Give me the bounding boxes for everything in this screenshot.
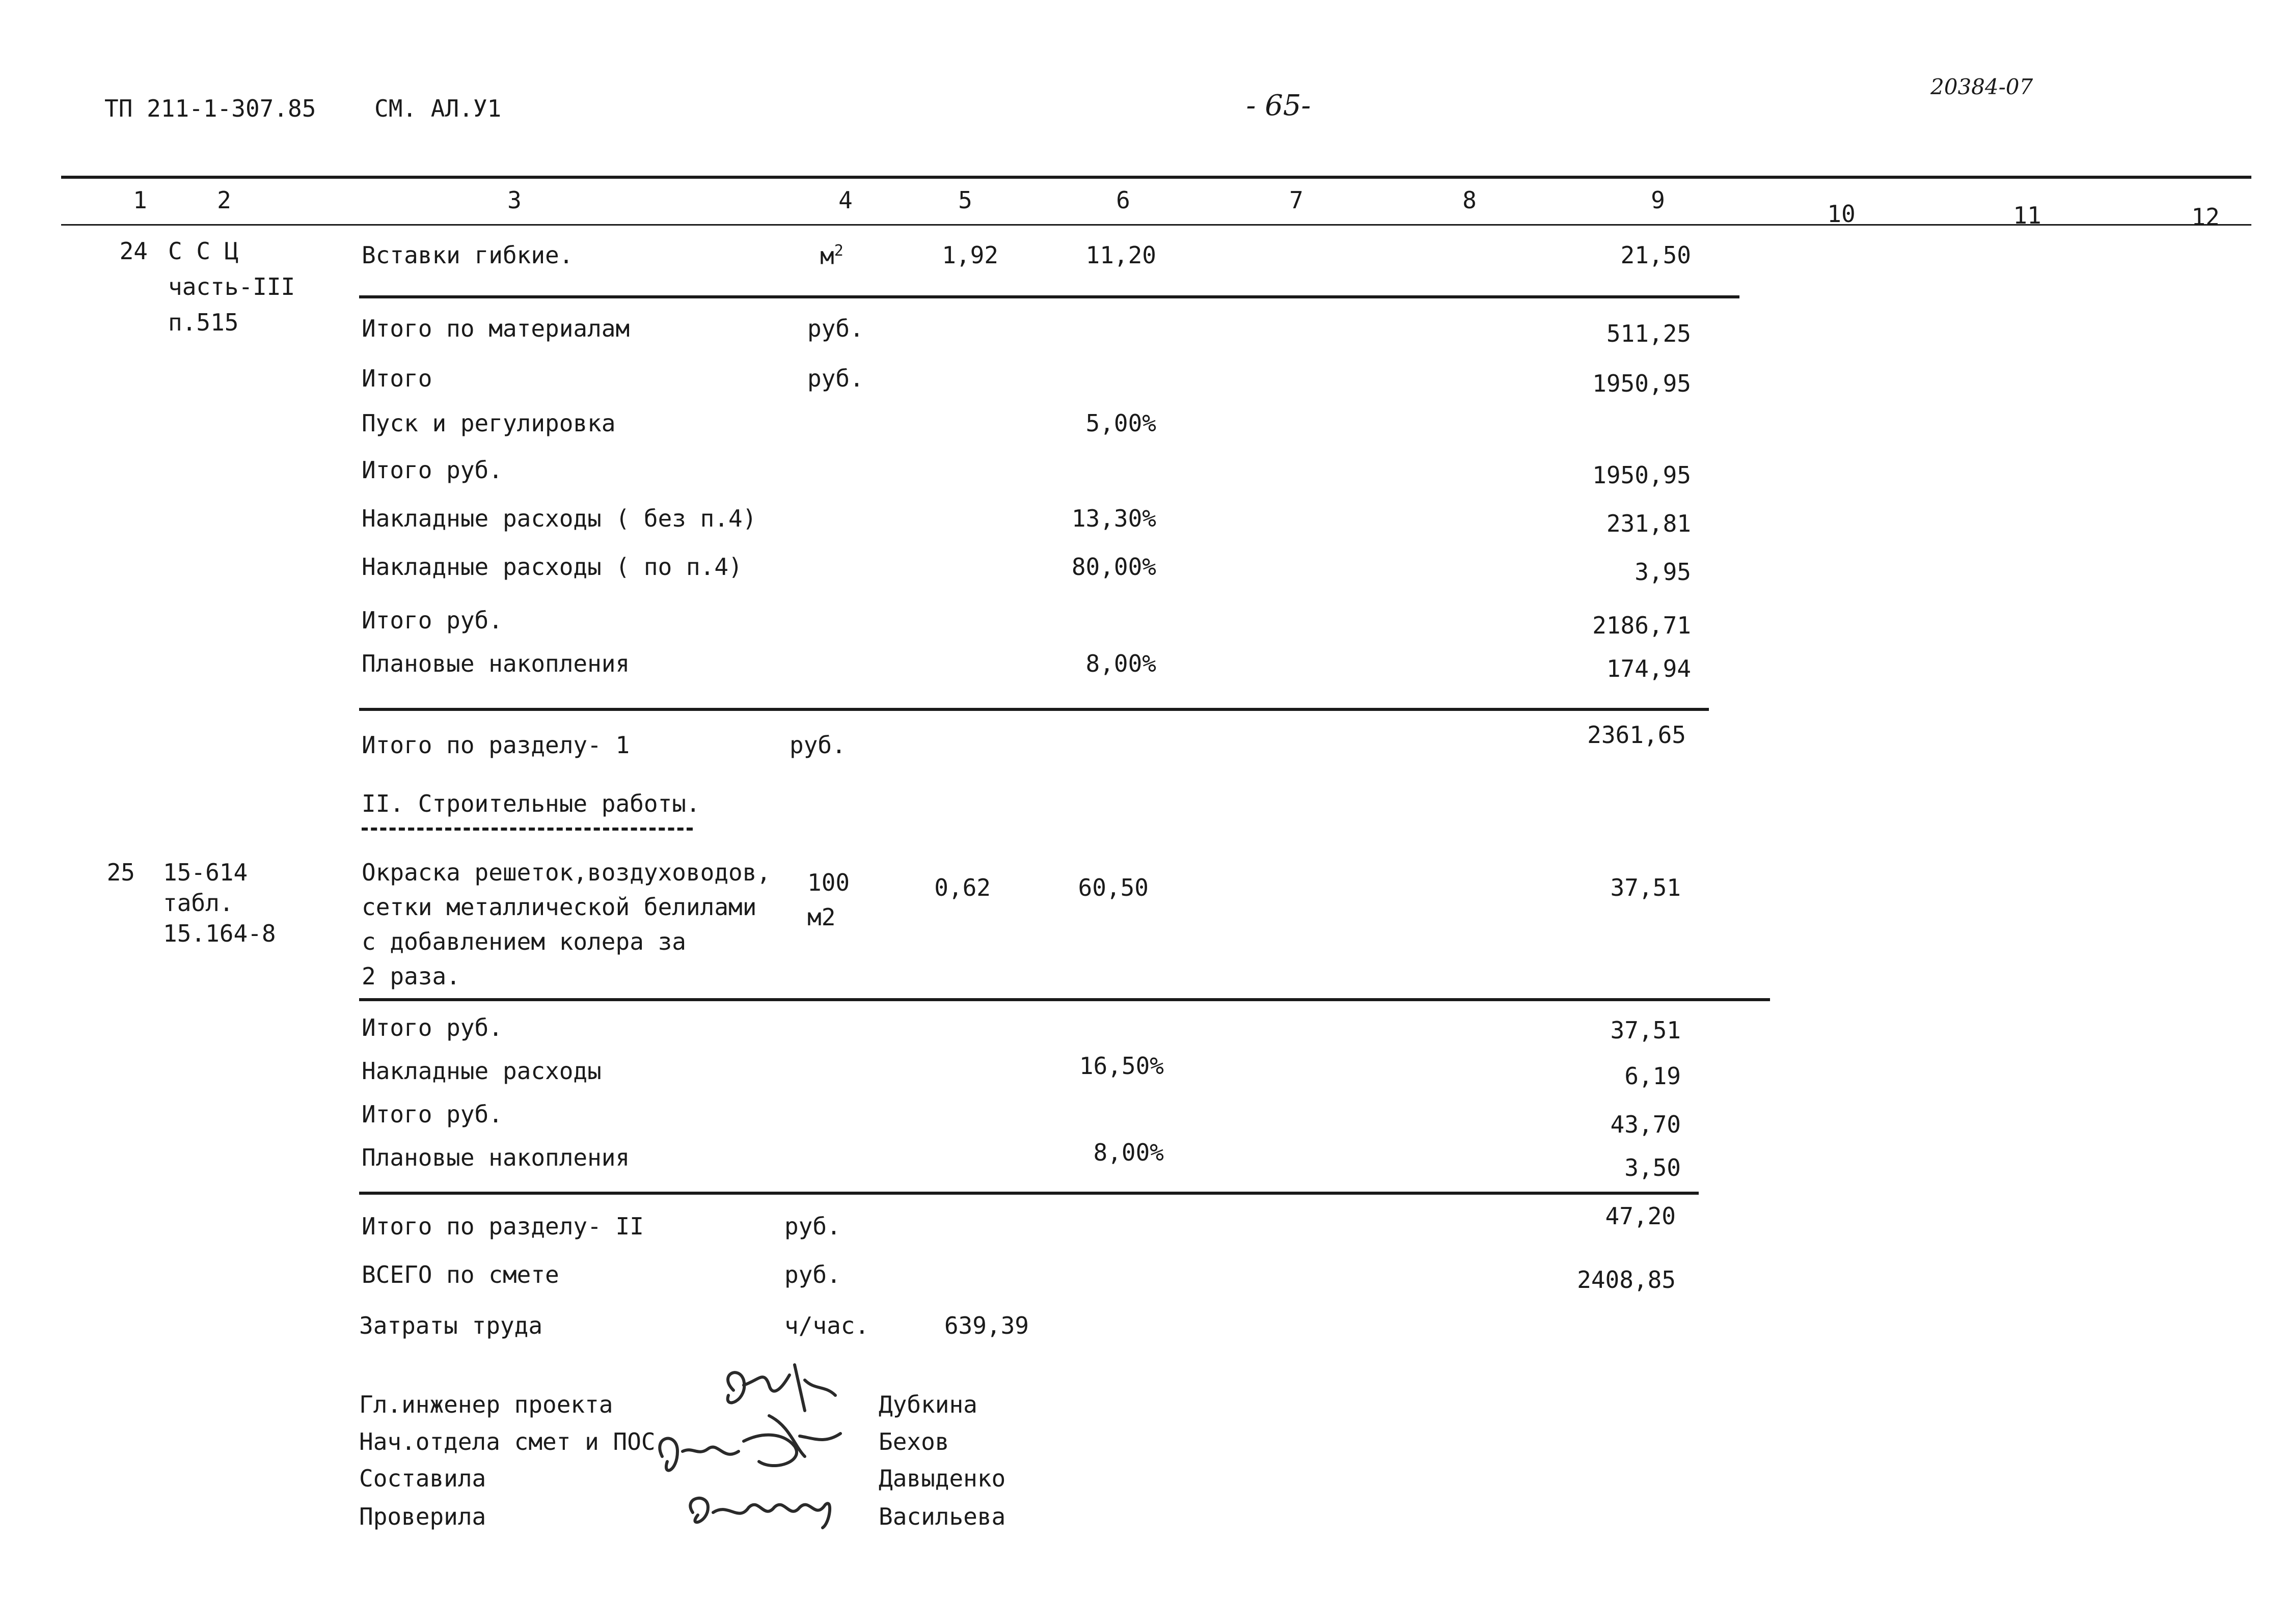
summary-row-label: Плановые накопления — [362, 1144, 630, 1171]
summary-row-label: Итого руб. — [362, 1014, 503, 1041]
section2-total-unit: руб. — [784, 1213, 841, 1240]
page-number: - 65- — [1246, 89, 1311, 122]
column-number: 5 — [958, 186, 972, 214]
item25-name-2: сетки металлической белилами — [362, 893, 757, 921]
summary-row-percent: 16,50% — [1079, 1052, 1164, 1080]
summary-row-value: 3,50 — [1624, 1154, 1681, 1181]
summary-row-label: Итого по материалам — [362, 315, 630, 342]
item25-name-4: 2 раза. — [362, 962, 460, 990]
labor-label: Затраты труда — [359, 1312, 543, 1339]
header-bottom-rule — [61, 224, 2251, 226]
labor-unit: ч/час. — [784, 1312, 869, 1339]
section1-total-label: Итого по разделу- 1 — [362, 731, 630, 759]
column-number: 8 — [1462, 186, 1477, 214]
signature-role: Нач.отдела смет и ПОС — [359, 1428, 656, 1455]
signature-name: Васильева — [879, 1503, 1006, 1530]
signature-role: Составила — [359, 1465, 486, 1492]
summary-row-percent: 80,00% — [1071, 553, 1156, 581]
summary-row-label: Накладные расходы ( без п.4) — [362, 505, 757, 532]
column-number: 3 — [507, 186, 522, 214]
column-number: 6 — [1116, 186, 1130, 214]
summary-row-label: Накладные расходы ( по п.4) — [362, 553, 743, 581]
item25-name-3: с добавлением колера за — [362, 928, 686, 955]
summary-row-label: Плановые накопления — [362, 650, 630, 677]
summary-row-percent: 8,00% — [1093, 1139, 1164, 1166]
summary-row-label: Итого руб. — [362, 456, 503, 484]
summary-row-label: Итого руб. — [362, 607, 503, 634]
signature-name: Дубкина — [879, 1391, 977, 1418]
signature-name: Бехов — [879, 1428, 949, 1455]
item24-price: 11,20 — [1085, 241, 1156, 269]
summary-row-value: 174,94 — [1606, 655, 1691, 682]
item24-code-2: часть-III — [168, 273, 295, 300]
item24-number: 24 — [119, 237, 148, 265]
item24-qty: 1,92 — [942, 241, 998, 269]
summary-row-label: Итого руб. — [362, 1100, 503, 1128]
column-number: 10 — [1827, 200, 1856, 228]
section2-total-value: 47,20 — [1605, 1202, 1676, 1230]
item25-number: 25 — [106, 859, 135, 886]
section1-total-value: 2361,65 — [1587, 721, 1686, 749]
column-number: 2 — [217, 186, 231, 214]
item25-name-1: Окраска решеток,воздуховодов, — [362, 859, 771, 886]
column-number: 11 — [2013, 202, 2042, 229]
column-number: 7 — [1289, 186, 1303, 214]
grand-total-value: 2408,85 — [1577, 1266, 1676, 1293]
grand-total-unit: руб. — [784, 1261, 841, 1288]
item25-unit-2: м2 — [807, 903, 836, 931]
signature-role: Гл.инженер проекта — [359, 1391, 613, 1418]
item24-total: 21,50 — [1620, 241, 1691, 269]
grand-total-label: ВСЕГО по смете — [362, 1261, 559, 1288]
summary-row-value: 1950,95 — [1592, 370, 1691, 397]
item25-qty: 0,62 — [934, 874, 991, 901]
item25-rule — [359, 998, 1770, 1001]
signature-role: Проверила — [359, 1503, 486, 1530]
item25-unit-1: 100 — [807, 869, 850, 896]
labor-value: 639,39 — [944, 1312, 1029, 1339]
doc-code: ТП 211-1-307.85 — [104, 95, 316, 122]
summary-row-value: 6,19 — [1624, 1062, 1681, 1090]
summary-row-value: 2186,71 — [1592, 612, 1691, 639]
summary-row-value: 37,51 — [1610, 1016, 1681, 1044]
header-top-rule — [61, 176, 2251, 179]
summary-row-percent: 5,00% — [1085, 409, 1156, 437]
item24-code-1: С С Ц — [168, 237, 239, 265]
column-number: 12 — [2191, 203, 2220, 231]
summary-row-percent: 8,00% — [1085, 650, 1156, 677]
summary-row-unit: руб. — [807, 315, 864, 342]
section2-title: II. Строительные работы. — [362, 790, 700, 817]
section2-rule — [359, 1192, 1699, 1195]
section2-total-label: Итого по разделу- II — [362, 1213, 644, 1240]
archive-stamp: 20384-07 — [1930, 74, 2033, 99]
summary-row-label: Накладные расходы — [362, 1057, 602, 1085]
handwritten-signatures — [642, 1344, 881, 1548]
item25-code-3: 15.164-8 — [163, 920, 276, 947]
item24-rule — [359, 295, 1739, 298]
section1-total-unit: руб. — [790, 731, 846, 759]
item25-code-1: 15-614 — [163, 859, 248, 886]
album-ref: СМ. АЛ.У1 — [374, 95, 502, 122]
item25-price: 60,50 — [1078, 874, 1149, 901]
section1-rule — [359, 708, 1709, 711]
signature-name: Давыденко — [879, 1465, 1006, 1492]
item24-name: Вставки гибкие. — [362, 241, 574, 269]
item24-code-3: п.515 — [168, 309, 239, 336]
item25-code-2: табл. — [163, 889, 234, 917]
summary-row-value: 231,81 — [1606, 510, 1691, 537]
column-number: 4 — [838, 186, 853, 214]
column-number: 1 — [133, 186, 147, 214]
summary-row-percent: 13,30% — [1071, 505, 1156, 532]
column-number: 9 — [1651, 186, 1665, 214]
summary-row-unit: руб. — [807, 365, 864, 392]
summary-row-value: 43,70 — [1610, 1111, 1681, 1138]
summary-row-value: 3,95 — [1635, 558, 1691, 586]
summary-row-label: Итого — [362, 365, 432, 392]
item25-total: 37,51 — [1610, 874, 1681, 901]
summary-row-value: 1950,95 — [1592, 461, 1691, 489]
item24-unit: $м^2$ — [820, 242, 843, 270]
summary-row-value: 511,25 — [1606, 320, 1691, 347]
summary-row-label: Пуск и регулировка — [362, 409, 616, 437]
section2-title-underline — [362, 828, 693, 831]
